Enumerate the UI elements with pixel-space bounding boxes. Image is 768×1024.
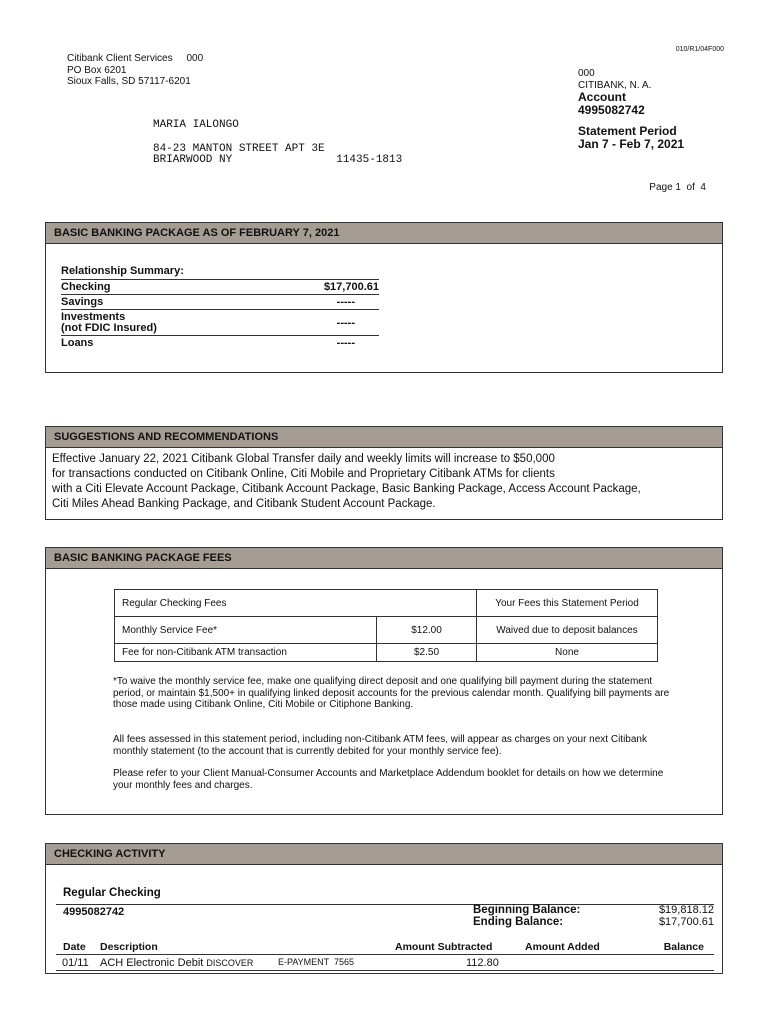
divider [56,954,714,955]
statement-period-value: Jan 7 - Feb 7, 2021 [578,137,685,151]
checking-section [45,843,723,974]
summary-label: Checking [61,281,111,293]
suggestions-section [45,426,723,520]
divider [56,904,714,905]
fees-section [45,547,723,815]
bank-code: 000 [578,68,595,79]
summary-label-line: Investments [61,311,126,323]
summary-row-checking [61,279,379,294]
account-number: 4995082742 [578,103,645,117]
form-code: 010/R1/04F000 [675,46,724,53]
beginning-balance-value: $19,818.12 [658,904,714,916]
return-address [67,53,203,88]
summary-value: $17,700.61 [323,281,379,293]
column-header-subtracted: Amount Subtracted [395,941,493,953]
balance-labels [473,904,580,928]
fees-row [115,617,658,644]
fee-amount: $12.00 [377,617,477,644]
addressee-zip: 11435-1813 [336,154,403,166]
package-section [45,222,723,373]
balance-values [659,904,714,928]
fee-name: Fee for non-Citibank ATM transaction [115,644,377,662]
bank-name: CITIBANK, N. A. [578,79,652,91]
summary-value: ----- [336,296,355,308]
summary-row-loans [61,335,379,350]
fees-header-left: Regular Checking Fees [115,590,477,617]
addressee-city: BRIARWOOD NY [153,154,233,166]
mailing-address [153,120,402,167]
ending-balance-value: $17,700.61 [658,916,714,928]
suggestion-line: with a Citi Elevate Account Package, Citibank Account Package, Basic Banking Package, Access Account Package, [52,483,641,495]
fees-table [114,589,658,662]
suggestion-line: Effective January 22, 2021 Citibank Global Transfer daily and weekly limits will increase to $50,000 [52,453,555,465]
column-header-added: Amount Added [525,941,600,953]
divider [56,970,714,971]
fees-header-right: Your Fees this Statement Period [477,590,658,617]
return-address-line: PO Box 6201 [67,64,127,76]
summary-label-line: (not FDIC Insured) [61,322,157,334]
return-address-line: Citibank Client Services 000 [67,53,204,64]
summary-value: ----- [336,316,355,329]
statement-period [578,125,684,151]
transaction-type: ACH Electronic Debit [100,957,204,969]
ending-balance-label: Ending Balance: [473,916,564,928]
summary-row-investments [61,309,379,335]
fee-status: Waived due to deposit balances [477,617,658,644]
transaction-payee: DISCOVER [206,958,254,968]
statement-period-label: Statement Period [578,124,677,138]
fee-note: *To waive the monthly service fee, make one qualifying direct deposit and one qualifying bill payment during the statement period, or maintain $1,500+ in qualifying linked deposit accounts for the previous calendar month. Qualifying bill payments are those made using Citibank Online, Citi Mobile or Citiphone Banking. [113,676,670,710]
column-header-description: Description [100,941,158,953]
addressee-street: 84-23 MANTON STREET APT 3E [153,142,325,155]
summary-label: Savings [61,296,104,308]
summary-label: Loans [61,337,94,349]
checking-account-number: 4995082742 [63,906,125,918]
summary-row-savings [61,294,379,309]
section-header: BASIC BANKING PACKAGE FEES [46,548,722,569]
column-header-balance: Balance [663,941,704,953]
fees-table-header [115,590,658,617]
page-number: Page 1 of 4 [649,182,706,193]
transaction-description [100,957,253,969]
transaction-subtracted: 112.80 [466,957,499,969]
checking-account-type: Regular Checking [63,887,161,899]
section-header: BASIC BANKING PACKAGE AS OF FEBRUARY 7, 2021 [46,223,722,244]
suggestions-text [46,448,722,516]
fee-note: All fees assessed in this statement period, including non-Citibank ATM fees, will appear as charges on your next Citibank monthly statement (to the account that is currently debited for your monthly service fee). [113,734,647,757]
summary-label [61,312,157,334]
suggestion-line: Citi Miles Ahead Banking Package, and Citibank Student Account Package. [52,498,436,510]
transaction-date: 01/11 [62,957,89,969]
return-address-line: Sioux Falls, SD 57117-6201 [67,76,191,87]
transaction-memo: E-PAYMENT 7565 [278,957,355,967]
column-header-date: Date [63,941,86,953]
relationship-summary-table [61,279,379,350]
suggestion-line: for transactions conducted on Citibank Online, Citi Mobile and Proprietary Citibank ATMs for clients [52,468,555,480]
fee-note: Please refer to your Client Manual-Consumer Accounts and Marketplace Addendum booklet for details on how we determine your monthly fees and charges. [113,768,664,791]
summary-value: ----- [336,337,355,349]
fee-status: None [477,644,658,662]
bank-info [578,68,651,117]
section-header: SUGGESTIONS AND RECOMMENDATIONS [46,427,722,448]
fee-name: Monthly Service Fee* [115,617,377,644]
addressee-name: MARIA IALONGO [153,119,239,131]
addressee-city-line [153,155,402,167]
relationship-summary-title: Relationship Summary: [61,265,184,277]
section-header: CHECKING ACTIVITY [46,844,722,865]
account-label: Account [578,90,626,104]
fees-row [115,644,658,662]
fee-amount: $2.50 [377,644,477,662]
beginning-balance-label: Beginning Balance: [473,904,581,916]
